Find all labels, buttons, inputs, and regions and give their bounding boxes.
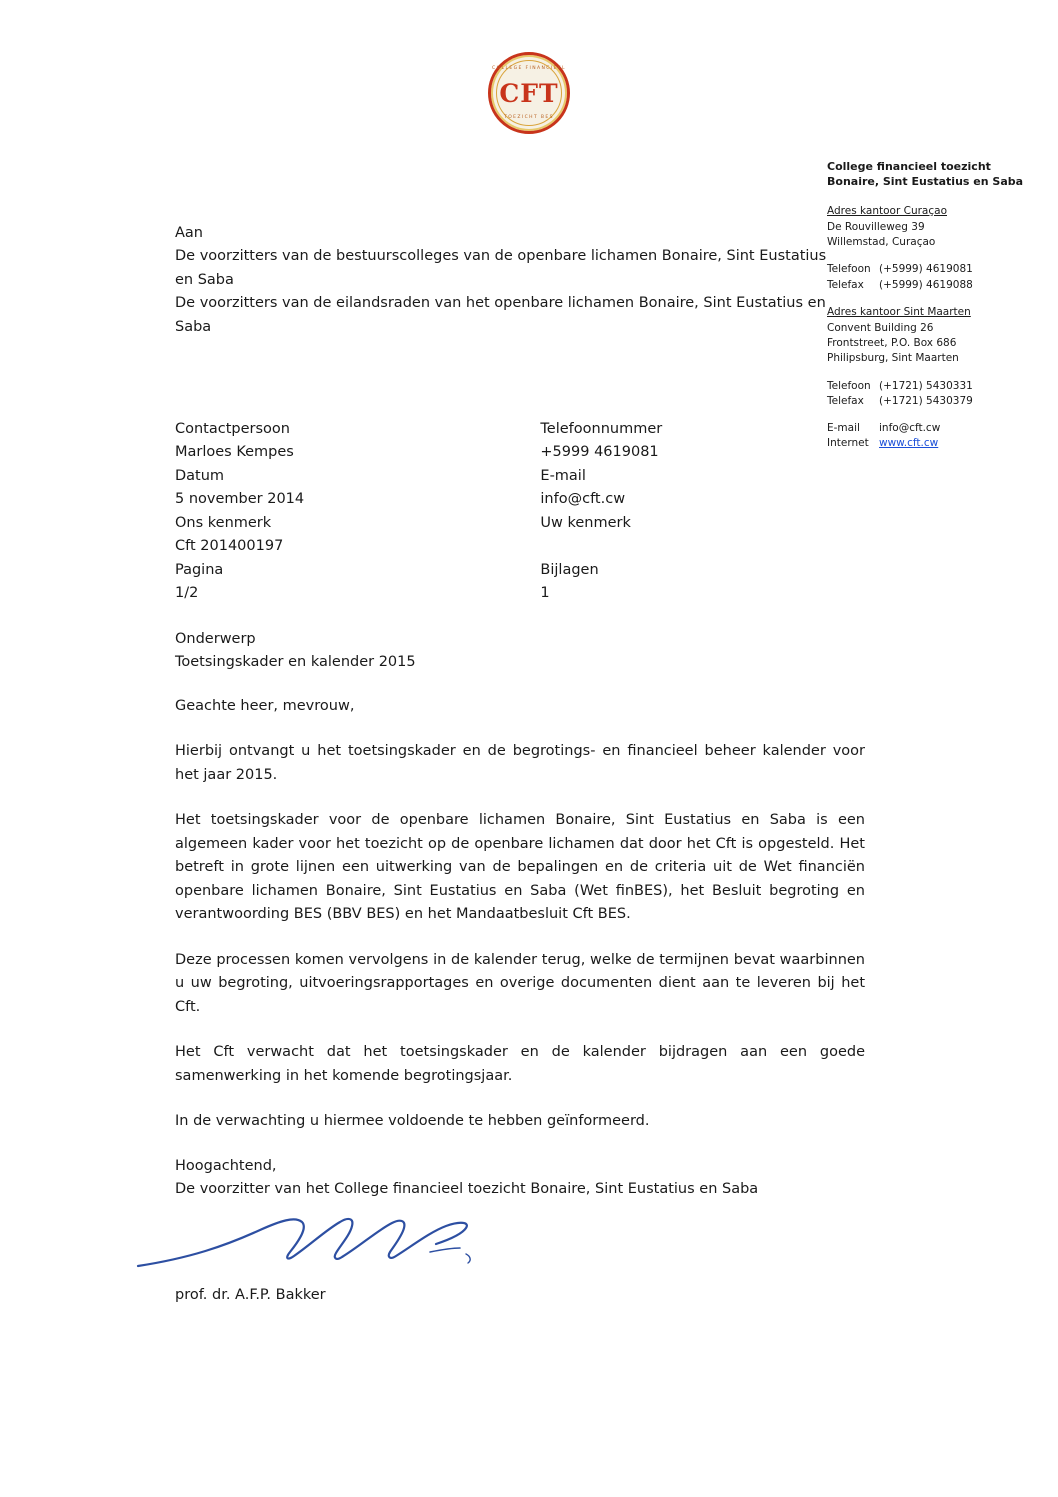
telefoonnummer-label: Telefoonnummer (540, 421, 663, 437)
office-sint-maarten-building: Convent Building 26 (827, 322, 934, 334)
contact-email-value: info@cft.cw (879, 422, 941, 435)
office-sint-maarten-title: Adres kantoor Sint Maarten (827, 305, 971, 318)
pagina-label: Pagina (175, 561, 224, 578)
office-curacao-block (827, 204, 1027, 251)
contact-email-label: E-mail (827, 422, 860, 435)
ons-kenmerk-value: Cft 201400197 (175, 538, 284, 555)
letterhead-logo-container (0, 52, 1058, 138)
contact-internet-row (827, 436, 1027, 451)
logo-arc-top-text: COLLEGE FINANCIEEL (492, 66, 566, 71)
organization-name: College financieel toezicht Bonaire, Sint Eustatius en Saba (827, 160, 1024, 188)
contactpersoon-value: Marloes Kempes (175, 444, 294, 461)
subject-block (175, 628, 416, 675)
letterhead-contact-block (827, 160, 1027, 464)
office-curacao-telefax-label: Telefax (827, 278, 864, 291)
signature-image (130, 1208, 530, 1278)
office-sint-maarten-telefax-value: (+1721) 5430379 (879, 394, 973, 407)
paragraph-4: Het Cft verwacht dat het toetsingskader en de kalender bijdragen aan een goede samenwerking in het komende begrotingsjaar. (175, 1044, 865, 1084)
telefoonnummer-value: +5999 4619081 (540, 444, 659, 461)
paragraph-5: In de verwachting u hiermee voldoende te hebben geïnformeerd. (175, 1113, 650, 1130)
addressee-line-1: De voorzitters van de bestuurscolleges van de openbare lichamen Bonaire, Sint Eustatius en Saba (175, 248, 827, 288)
subject-label: Onderwerp (175, 631, 256, 647)
datum-label: Datum (175, 467, 225, 484)
office-sint-maarten-telefoon-label: Telefoon (827, 379, 871, 392)
office-sint-maarten-city: Philipsburg, Sint Maarten (827, 352, 959, 365)
office-sint-maarten-block (827, 305, 1027, 367)
office-curacao-street: De Rouvilleweg 39 (827, 220, 925, 233)
closing-title-line: De voorzitter van het College financieel toezicht Bonaire, Sint Eustatius en Saba (175, 1181, 759, 1198)
email-value: info@cft.cw (540, 491, 626, 508)
paragraph-3: Deze processen komen vervolgens in de kalender terug, welke de termijnen bevat waarbinnen u uw begroting, uitvoeringsrapportages en overige documenten dient aan te leveren bij het Cft. (175, 951, 865, 1015)
office-curacao-title: Adres kantoor Curaçao (827, 204, 947, 217)
ons-kenmerk-label: Ons kenmerk (175, 514, 272, 531)
paragraph-1: Hierbij ontvangt u het toetsingskader en de begrotings- en financieel beheer kalender voor het jaar 2015. (175, 743, 865, 783)
letter-metadata (175, 418, 775, 606)
addressee-line-2: De voorzitters van de eilandsraden van het openbare lichamen Bonaire, Sint Eustatius en Saba (175, 295, 826, 335)
contact-email-web-block (827, 421, 1027, 451)
metadata-column-right (540, 418, 775, 606)
bijlagen-label: Bijlagen (540, 561, 599, 578)
pagina-value: 1/2 (175, 585, 199, 602)
cft-logo (488, 52, 570, 134)
contactpersoon-label: Contactpersoon (175, 421, 290, 437)
office-sint-maarten-street: Frontstreet, P.O. Box 686 (827, 337, 957, 350)
office-sint-maarten-telefoon-row (827, 379, 1027, 394)
office-curacao-telefoon-row (827, 262, 1027, 277)
uw-kenmerk-value (540, 535, 775, 559)
contact-email-row (827, 421, 1027, 436)
signer-name: prof. dr. A.F.P. Bakker (175, 1286, 326, 1303)
paragraph-2: Het toetsingskader voor de openbare lichamen Bonaire, Sint Eustatius en Saba is een algemeen kader voor het toezicht op de openbare lichamen dat door het Cft is opgesteld. Het betreft in grote lijnen een uitwerking van de bepalingen en de criteria uit de Wet financiën openbare lichamen Bonaire, Sint Eustatius en Saba (Wet finBES), het Besluit begroting en verantwoording BES (BBV BES) en het Mandaatbesluit Cft BES. (175, 812, 865, 923)
metadata-column-left (175, 418, 540, 606)
office-curacao-telefoon-value: (+5999) 4619081 (879, 263, 973, 276)
addressee-label: Aan (175, 225, 203, 241)
letter-text (175, 695, 865, 1156)
office-sint-maarten-telefoon-value: (+1721) 5430331 (879, 379, 973, 392)
bijlagen-value: 1 (540, 585, 550, 602)
office-sint-maarten-phone-block (827, 379, 1027, 409)
email-label: E-mail (540, 467, 586, 484)
addressee-block (175, 222, 835, 339)
office-curacao-telefax-row (827, 278, 1027, 293)
office-curacao-city: Willemstad, Curaçao (827, 236, 936, 249)
logo-arc-bottom-text: TOEZICHT BES (504, 115, 554, 120)
closing-block (175, 1155, 875, 1307)
office-sint-maarten-telefax-row (827, 394, 1027, 409)
office-curacao-telefax-value: (+5999) 4619088 (879, 278, 973, 291)
subject-value: Toetsingskader en kalender 2015 (175, 654, 416, 671)
datum-value: 5 november 2014 (175, 491, 305, 508)
contact-internet-label: Internet (827, 437, 869, 450)
closing-hoogachtend: Hoogachtend, (175, 1158, 277, 1174)
greeting: Geachte heer, mevrouw, (175, 698, 355, 714)
office-curacao-phone-block (827, 262, 1027, 292)
office-sint-maarten-telefax-label: Telefax (827, 394, 864, 407)
office-curacao-telefoon-label: Telefoon (827, 263, 871, 276)
logo-monogram: CFT (499, 78, 559, 108)
uw-kenmerk-label: Uw kenmerk (540, 514, 631, 531)
contact-internet-link[interactable]: www.cft.cw (879, 437, 939, 450)
